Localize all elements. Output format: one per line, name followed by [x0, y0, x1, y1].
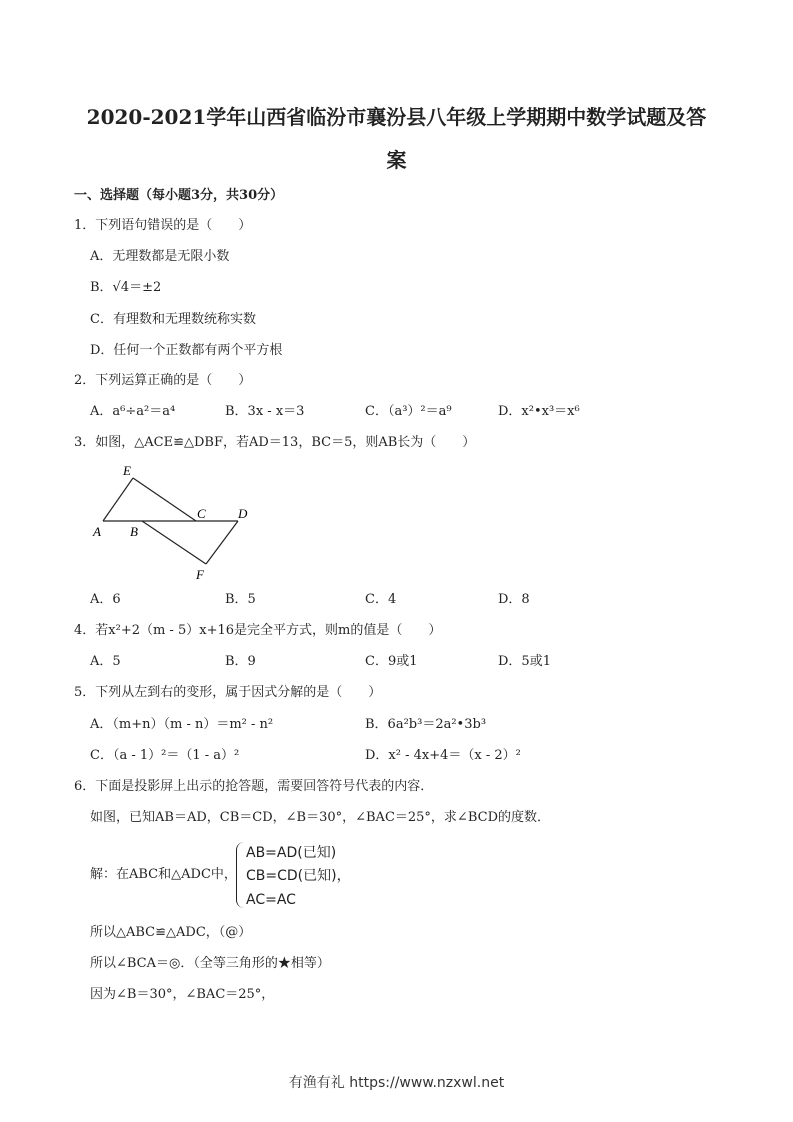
q3-option-c: C．4	[365, 592, 397, 607]
q6-step1: 所以△ABC≌△ADC，（@）	[90, 925, 252, 940]
q1-option-b: B．√4＝±2	[90, 280, 162, 295]
q4-stem: 4．若x²+2（m - 5）x+16是完全平方式，则m的值是（ ）	[74, 623, 442, 638]
q5-option-b: B．6a²b³＝2a²•3b³	[365, 717, 487, 732]
segment-fd	[206, 521, 238, 564]
q3-option-a: A．6	[90, 592, 121, 607]
label-b: B	[130, 524, 138, 539]
q2-option-a: A．a⁶÷a²＝a⁴	[90, 404, 176, 419]
segment-bf	[142, 521, 206, 564]
q1-option-d: D．任何一个正数都有两个平方根	[90, 343, 283, 358]
label-c: C	[197, 506, 206, 521]
q2-option-b: B．3x - x＝3	[225, 404, 305, 419]
q5-option-c: C．（a - 1）²＝（1 - a）²	[90, 748, 240, 763]
footer-watermark: 有渔有礼 https://www.nzxwl.net	[288, 1075, 505, 1091]
label-f: F	[196, 567, 204, 582]
q6-step3: 因为∠B＝30°，∠BAC＝25°，	[90, 987, 275, 1002]
segment-ae	[103, 478, 133, 521]
system-line-2: CB=CD(已知)，	[246, 868, 351, 884]
system-line-3: AC=AC	[246, 892, 296, 908]
q2-option-d: D．x²•x³＝x⁶	[498, 404, 580, 419]
doc-title-line2: 案	[386, 148, 407, 172]
q2-option-c: C．（a³）²＝a⁹	[365, 404, 452, 419]
q4-option-a: A．5	[90, 654, 121, 669]
label-e: E	[123, 463, 131, 478]
q6-step2: 所以∠BCA＝◎．（全等三角形的★相等）	[90, 956, 330, 971]
label-d: D	[238, 506, 248, 521]
system-line-1: AB=AD(已知)	[246, 845, 337, 861]
section-heading: 一、选择题（每小题3分，共30分）	[74, 188, 284, 203]
q5-stem: 5．下列从左到右的变形，属于因式分解的是（ ）	[74, 685, 382, 700]
segment-ec	[133, 478, 196, 521]
q3-stem: 3．如图，△ACE≌△DBF，若AD＝13，BC＝5，则AB长为（ ）	[74, 435, 476, 450]
q1-option-a: A．无理数都是无限小数	[90, 249, 230, 264]
q4-option-c: C．9或1	[365, 654, 418, 669]
doc-title-line1: 2020-2021学年山西省临汾市襄汾县八年级上学期期中数学试题及答	[86, 105, 707, 129]
q6-solution-prefix: 解：在ABC和△ADC中，	[90, 867, 237, 882]
q3-option-b: B．5	[225, 592, 256, 607]
q1-option-c: C．有理数和无理数统称实数	[90, 312, 256, 327]
q4-option-d: D．5或1	[498, 654, 551, 669]
q6-given: 如图，已知AB＝AD，CB＝CD，∠B＝30°，∠BAC＝25°，求∠BCD的度数．	[90, 810, 550, 825]
system-brace	[236, 842, 245, 908]
q2-stem: 2．下列运算正确的是（ ）	[74, 373, 252, 388]
q6-stem: 6．下面是投影屏上出示的抢答题，需要回答符号代表的内容．	[74, 779, 434, 794]
q4-option-b: B．9	[225, 654, 256, 669]
q5-option-d: D．x² - 4x+4＝（x - 2）²	[365, 748, 521, 763]
label-a: A	[93, 524, 101, 539]
q5-option-a: A．（m+n）（m - n）＝m² - n²	[90, 717, 274, 732]
q1-stem: 1．下列语句错误的是（ ）	[74, 218, 252, 233]
q3-option-d: D．8	[498, 592, 530, 607]
